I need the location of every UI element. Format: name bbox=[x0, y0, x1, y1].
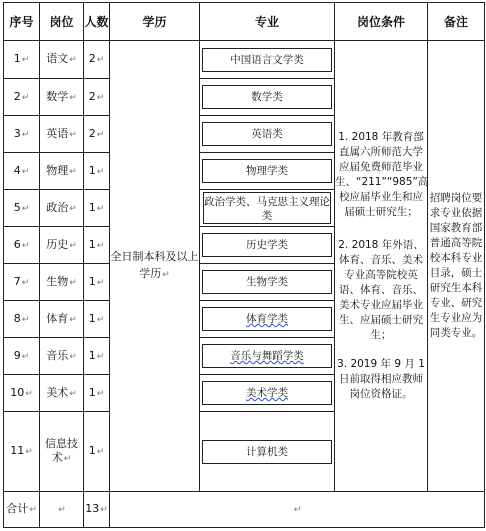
major-box: 中国语言文学类 bbox=[202, 48, 332, 72]
education-cell: 全日制本科及以上学历↵ bbox=[110, 41, 200, 492]
count-cell: 1↵ bbox=[84, 375, 110, 412]
major-cell bbox=[200, 79, 335, 116]
position-cell: 数学↵ bbox=[40, 79, 84, 116]
header-major: 专业 bbox=[200, 3, 335, 41]
header-position: 岗位 bbox=[40, 3, 84, 41]
position-cell: 信息技术↵ bbox=[40, 412, 84, 492]
position-cell: 音乐↵ bbox=[40, 338, 84, 375]
seq-cell: 7↵ bbox=[4, 264, 40, 301]
major-cell bbox=[200, 338, 335, 375]
count-cell: 2↵ bbox=[84, 41, 110, 79]
seq-cell: 10↵ bbox=[4, 375, 40, 412]
position-cell: 美术↵ bbox=[40, 375, 84, 412]
position-cell: 语文↵ bbox=[40, 41, 84, 79]
total-label: 合计↵ bbox=[4, 492, 40, 528]
major-box: 历史学类 bbox=[202, 233, 332, 257]
count-cell: 1↵ bbox=[84, 264, 110, 301]
table-row bbox=[4, 41, 485, 79]
major-cell bbox=[200, 190, 335, 227]
position-cell: 政治↵ bbox=[40, 190, 84, 227]
major-box: 物理学类 bbox=[202, 159, 332, 183]
position-cell: 英语↵ bbox=[40, 116, 84, 153]
seq-cell: 1↵ bbox=[4, 41, 40, 79]
major-cell bbox=[200, 153, 335, 190]
header-conditions: 岗位条件 bbox=[335, 3, 428, 41]
major-cell bbox=[200, 41, 335, 79]
seq-cell: 11↵ bbox=[4, 412, 40, 492]
seq-cell: 9↵ bbox=[4, 338, 40, 375]
condition-item-3: 3. 2019 年 9 月 1 日前取得相应教师岗位资格证。 bbox=[337, 358, 425, 400]
major-box: 计算机类 bbox=[202, 440, 332, 464]
major-cell bbox=[200, 412, 335, 492]
condition-item-1: 1. 2018 年教育部直属六所师范大学应届免费师范毕业生、“211”“985”高校应届毕业生和应届硕士研究生； bbox=[335, 131, 429, 218]
major-box: 数学类 bbox=[202, 85, 332, 109]
count-cell: 1↵ bbox=[84, 338, 110, 375]
major-box: 英语类 bbox=[202, 122, 332, 146]
major-box: 政治学类、马克思主义理论类 bbox=[203, 192, 331, 224]
seq-cell: 8↵ bbox=[4, 301, 40, 338]
count-cell: 1↵ bbox=[84, 301, 110, 338]
header-education: 学历 bbox=[110, 3, 200, 41]
major-box: 生物学类 bbox=[202, 270, 332, 294]
header-row bbox=[4, 3, 485, 41]
conditions-cell bbox=[335, 41, 428, 492]
count-cell: 1↵ bbox=[84, 227, 110, 264]
major-cell bbox=[200, 227, 335, 264]
position-cell: 物理↵ bbox=[40, 153, 84, 190]
seq-cell: 6↵ bbox=[4, 227, 40, 264]
total-row bbox=[4, 492, 485, 528]
header-seq: 序号 bbox=[4, 3, 40, 41]
count-cell: 1↵ bbox=[84, 190, 110, 227]
major-cell bbox=[200, 116, 335, 153]
position-cell: 体育↵ bbox=[40, 301, 84, 338]
count-cell: 1↵ bbox=[84, 153, 110, 190]
total-count: 13↵ bbox=[84, 492, 110, 528]
count-cell: 1↵ bbox=[84, 412, 110, 492]
total-position-empty: ↵ bbox=[40, 492, 84, 528]
seq-cell: 5↵ bbox=[4, 190, 40, 227]
seq-cell: 2↵ bbox=[4, 79, 40, 116]
major-box: 体育学类 bbox=[202, 307, 332, 331]
count-cell: 2↵ bbox=[84, 116, 110, 153]
major-box: 音乐与舞蹈学类 bbox=[202, 344, 332, 368]
condition-item-2: 2. 2018 年外语、体育、音乐、美术专业高等院校英语、体育、音乐、美术专业应届毕业生、应届硕士研究生； bbox=[338, 239, 424, 341]
seq-cell: 4↵ bbox=[4, 153, 40, 190]
recruitment-table bbox=[3, 2, 485, 528]
remarks-cell: 招聘岗位要求专业依据国家教育部普通高等院校本科专业目录，硕士研究生本科专业、研究生专业应为同类专业。 bbox=[428, 41, 485, 492]
position-cell: 生物↵ bbox=[40, 264, 84, 301]
major-box: 美术学类 bbox=[202, 381, 332, 405]
major-cell bbox=[200, 301, 335, 338]
header-count: 人数 bbox=[84, 3, 110, 41]
seq-cell: 3↵ bbox=[4, 116, 40, 153]
total-remaining: ↵ bbox=[110, 492, 485, 528]
header-remarks: 备注 bbox=[428, 3, 485, 41]
major-cell bbox=[200, 264, 335, 301]
position-cell: 历史↵ bbox=[40, 227, 84, 264]
count-cell: 2↵ bbox=[84, 79, 110, 116]
major-cell bbox=[200, 375, 335, 412]
